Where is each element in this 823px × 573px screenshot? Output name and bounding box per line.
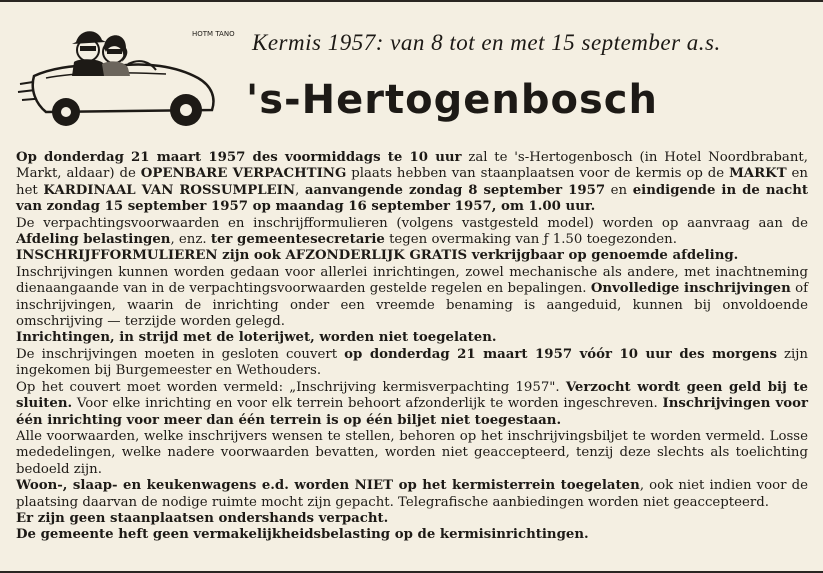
bold-text-run: Op donderdag 21 maart 1957 des voormiddags te 10 uur bbox=[16, 150, 462, 165]
paragraph-terms bbox=[16, 429, 808, 478]
bold-text-run: Inschrijvingen voor één inrichting voor meer dan één terrein is op één biljet niet toegestaan. bbox=[16, 396, 808, 428]
illustrator-signature: HOTM TANO bbox=[192, 30, 235, 38]
bold-text-run: Afdeling belastingen bbox=[16, 232, 171, 248]
bold-text-run: Woon-, slaap- en keukenwagens e.d. worden NIET op het kermisterrein toegelaten bbox=[16, 478, 640, 494]
text-run: tegen overmaking van ƒ 1.50 toegezonden. bbox=[384, 232, 677, 248]
paragraph-registrations bbox=[16, 265, 808, 331]
text-run: en het bbox=[16, 166, 808, 198]
paragraph-lottery bbox=[16, 330, 808, 346]
paragraph-deadline bbox=[16, 347, 808, 380]
paragraph-envelope bbox=[16, 380, 808, 429]
announcement-body bbox=[16, 150, 808, 544]
text-run: en bbox=[605, 182, 633, 198]
bold-text-run: KARDINAAL VAN ROSSUMPLEIN bbox=[43, 182, 296, 198]
paragraph-conditions bbox=[16, 216, 808, 249]
bold-text-run: Inrichtingen, in strijd met de loterijwet, worden niet toegelaten. bbox=[16, 330, 497, 346]
bold-text-run: Onvolledige inschrijvingen bbox=[590, 281, 791, 297]
text-run: zal te 's-Hertogenbosch (in Hotel Noordbrabant, Markt, aldaar) de bbox=[16, 150, 808, 182]
bold-text-run: De gemeente heft geen vermakelijkheidsbelasting op de kermisinrichtingen. bbox=[16, 527, 589, 543]
date-line: Kermis 1957: van 8 tot en met 15 september a.s. bbox=[252, 30, 721, 55]
text-run: Inschrijvingen kunnen worden gedaan voor allerlei inrichtingen, zowel mechanische als andere, met inachtneming dienaangaande van in de verpachtingsvoorwaarden gestelde regelen en bepalingen. bbox=[16, 264, 808, 297]
paragraph-caravans bbox=[16, 478, 808, 511]
bold-text-run: aanvangende zondag 8 september 1957 bbox=[304, 182, 606, 198]
couple-in-car-illustration bbox=[16, 18, 235, 130]
bold-text-run: OPENBARE VERPACHTING bbox=[140, 166, 347, 182]
bold-text-run: Verzocht wordt geen geld bij te sluiten. bbox=[16, 379, 809, 412]
bold-text-run: ter gemeentesecretarie bbox=[210, 232, 385, 248]
text-run: De verpachtingsvoorwaarden en inschrijfformulieren (volgens vastgesteld model) worden op aanvraag aan de bbox=[16, 215, 808, 231]
text-run: Alle voorwaarden, welke inschrijvers wensen te stellen, behoren op het inschrijvingsbiljet te worden vermeld. Losse mededelingen, welke nadere voorwaarden bevatten, worden niet geaccepteerd, tenzij deze slechts als toelichting bedoeld zijn. bbox=[16, 428, 808, 477]
paragraph-no-tax bbox=[16, 527, 808, 543]
bold-text-run: eindigende in de nacht van zondag 15 september 1957 op maandag 16 september 1957, om 1.00 uur. bbox=[16, 182, 809, 215]
city-heading: 's-Hertogenbosch bbox=[246, 77, 658, 123]
text-run: , ook niet indien voor de plaatsing daarvan de nodige ruimte mocht zijn gepacht. Telegrafische aanbiedingen worden niet geaccepteerd. bbox=[16, 478, 808, 510]
text-run: , bbox=[295, 182, 305, 198]
paragraph-forms bbox=[16, 248, 808, 264]
text-run: , enz. bbox=[170, 232, 211, 248]
bold-text-run: MARKT bbox=[729, 166, 787, 182]
text-run: Voor elke inrichting en voor elk terrein behoort afzonderlijk te worden ingeschreven. bbox=[72, 396, 663, 412]
text-run: De inschrijvingen moeten in gesloten couvert bbox=[16, 346, 345, 362]
paragraph-no-private-sale bbox=[16, 511, 808, 527]
bold-text-run: op donderdag 21 maart 1957 vóór 10 uur des morgens bbox=[344, 346, 777, 362]
text-run: of inschrijvingen, waarin de inrichting onder een vreemde benaming is aangeduid, kunnen bij onvoldoende omschrijving — terzijde worden gelegd. bbox=[16, 281, 808, 330]
text-run: plaats hebben van staanplaatsen voor de kermis op de bbox=[346, 166, 730, 182]
paragraph-auction bbox=[16, 150, 808, 216]
text-run: Op het couvert moet worden vermeld: „Inschrijving kermisverpachting 1957". bbox=[16, 379, 566, 395]
bold-text-run: Er zijn geen staanplaatsen ondershands verpacht. bbox=[16, 510, 389, 526]
text-run: zijn ingekomen bij Burgemeester en Wethouders. bbox=[16, 346, 808, 379]
bold-text-run: INSCHRIJFFORMULIEREN zijn ook AFZONDERLIJK GRATIS verkrijgbaar op genoemde afdeling. bbox=[16, 248, 739, 264]
